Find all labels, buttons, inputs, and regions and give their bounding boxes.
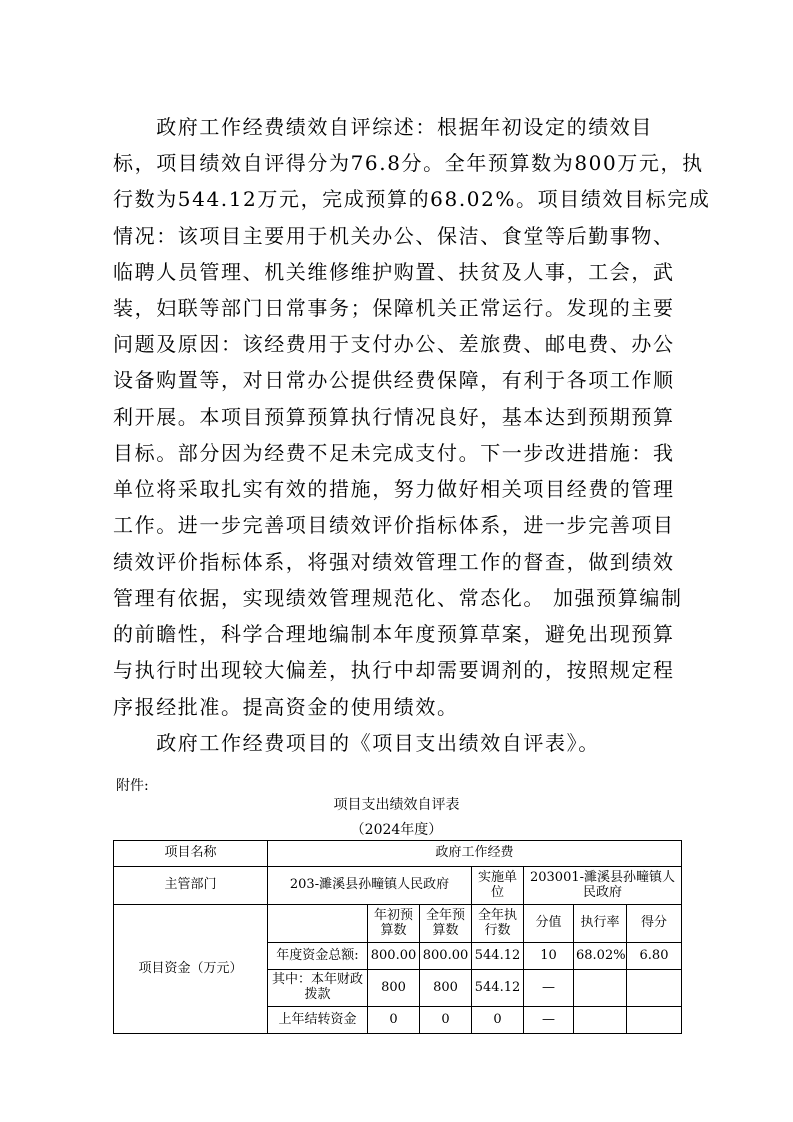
paragraph-line: 单位将采取扎实有效的措施，努力做好相关项目经费的管理 <box>113 477 675 501</box>
impl-unit-label: 实施单位 <box>472 867 524 905</box>
table-cell: 0 <box>420 1007 472 1034</box>
table-title: 项目支出绩效自评表 <box>333 797 460 813</box>
attachment-label: 附件: <box>116 778 149 794</box>
header-empty-cell <box>268 905 368 943</box>
row-label: 年度资金总额: <box>268 943 368 970</box>
paragraph-line: 序报经批准。提高资金的使用绩效。 <box>113 695 459 719</box>
paragraph-line: 装，妇联等部门日常事务；保障机关正常运行。发现的主要 <box>113 296 675 320</box>
paragraph-line: 标，项目绩效自评得分为76.8分。全年预算数为800万元，执 <box>113 151 704 175</box>
table-cell <box>574 970 627 1007</box>
paragraph-line: 与执行时出现较大偏差，执行中却需要调剂的，按照规定程 <box>113 658 675 682</box>
paragraph-line: 情况：该项目主要用于机关办公、保洁、食堂等后勤事物、 <box>113 224 675 248</box>
table-cell: — <box>524 970 574 1007</box>
impl-unit-value: 203001-濉溪县孙疃镇人民政府 <box>524 867 682 905</box>
table-cell: 0 <box>472 1007 524 1034</box>
table-cell: 10 <box>524 943 574 970</box>
header-cell: 年初预算数 <box>368 905 420 943</box>
project-name-label: 项目名称 <box>114 841 268 867</box>
paragraph-line: 政府工作经费绩效自评综述：根据年初设定的绩效目 <box>113 115 653 139</box>
paragraph-line: 绩效评价指标体系，将强对绩效管理工作的督查，做到绩效 <box>113 550 675 574</box>
table-cell: — <box>524 1007 574 1034</box>
dept-label: 主管部门 <box>114 867 268 905</box>
header-cell: 执行率 <box>574 905 627 943</box>
paragraph-line: 临聘人员管理、机关维修维护购置、扶贫及人事，工会，武 <box>113 260 675 284</box>
row-label: 其中：本年财政拨款 <box>268 970 368 1007</box>
table-subtitle: （2024年度） <box>350 822 443 838</box>
project-name-value: 政府工作经费 <box>268 841 682 867</box>
row-label: 上年结转资金 <box>268 1007 368 1034</box>
header-cell: 分值 <box>524 905 574 943</box>
paragraph-line: 工作。进一步完善项目绩效评价指标体系，进一步完善项目 <box>113 513 675 537</box>
header-cell: 全年执行数 <box>472 905 524 943</box>
table-cell: 544.12 <box>472 943 524 970</box>
table-cell <box>627 970 682 1007</box>
header-cell: 得分 <box>627 905 682 943</box>
paragraph-line: 的前瞻性，科学合理地编制本年度预算草案，避免出现预算 <box>113 622 675 646</box>
table-row <box>114 905 682 943</box>
table-row <box>114 841 682 867</box>
table-cell: 800.00 <box>368 943 420 970</box>
table-cell: 800 <box>420 970 472 1007</box>
paragraph-line: 行数为544.12万元，完成预算的68.02%。项目绩效目标完成 <box>113 187 711 211</box>
paragraph-line: 利开展。本项目预算预算执行情况良好，基本达到预期预算 <box>113 405 675 429</box>
table-row <box>114 867 682 905</box>
table-cell: 544.12 <box>472 970 524 1007</box>
table-cell: 800.00 <box>420 943 472 970</box>
table-cell: 6.80 <box>627 943 682 970</box>
table-cell: 68.02% <box>574 943 627 970</box>
paragraph-line: 设备购置等，对日常办公提供经费保障，有利于各项工作顺 <box>113 368 675 392</box>
paragraph-line: 政府工作经费项目的《项目支出绩效自评表》。 <box>113 731 600 755</box>
paragraph-line: 问题及原因：该经费用于支付办公、差旅费、邮电费、办公 <box>113 332 675 356</box>
dept-value: 203-濉溪县孙疃镇人民政府 <box>268 867 472 905</box>
paragraph-line: 管理有依据，实现绩效管理规范化、常态化。 加强预算编制 <box>113 586 683 610</box>
header-cell: 全年预算数 <box>420 905 472 943</box>
table-cell: 800 <box>368 970 420 1007</box>
table-cell <box>574 1007 627 1034</box>
table-cell <box>627 1007 682 1034</box>
performance-table <box>113 840 682 1034</box>
table-cell: 0 <box>368 1007 420 1034</box>
funds-label: 项目资金（万元） <box>114 905 268 1034</box>
paragraph-line: 目标。部分因为经费不足未完成支付。下一步改进措施：我 <box>113 441 675 465</box>
